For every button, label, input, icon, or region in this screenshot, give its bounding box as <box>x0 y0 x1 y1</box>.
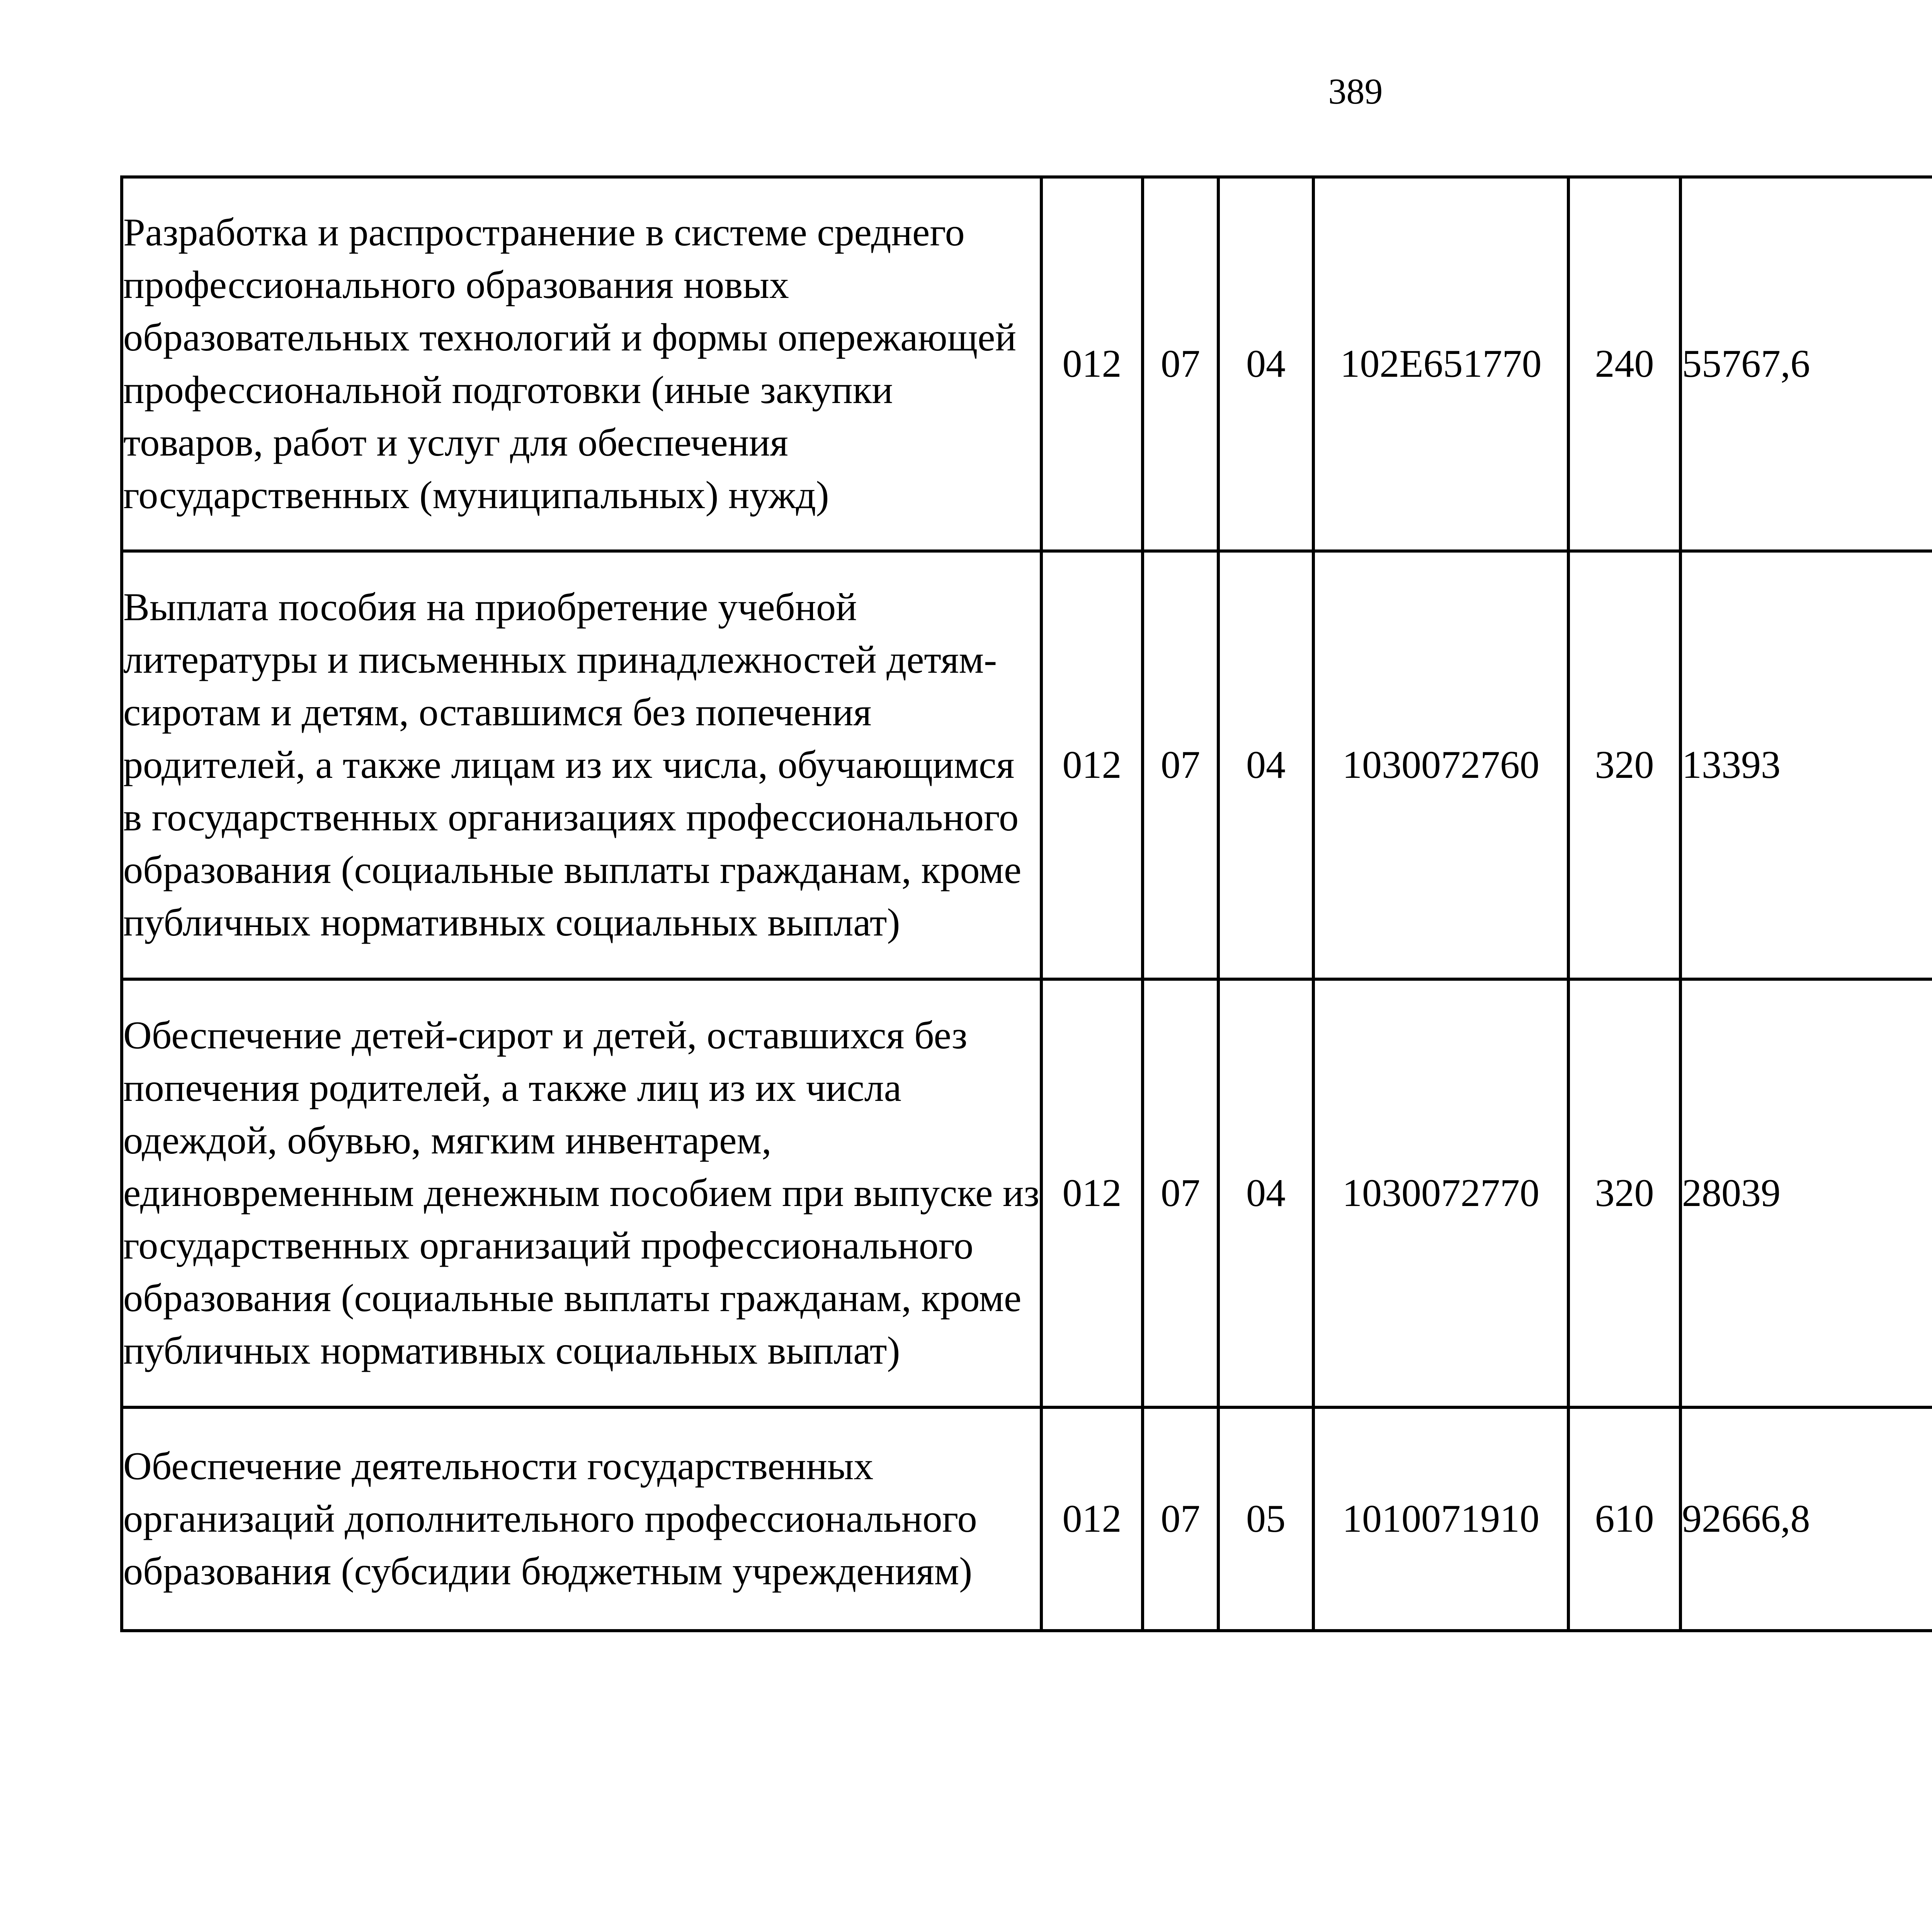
subsection-code: 05 <box>1218 1407 1313 1631</box>
expense-type-code: 320 <box>1568 551 1680 979</box>
ministry-code: 012 <box>1041 979 1143 1407</box>
ministry-code: 012 <box>1041 551 1143 979</box>
amount-year-1: 13393 <box>1680 551 1932 979</box>
subsection-code: 04 <box>1218 551 1313 979</box>
ministry-code: 012 <box>1041 177 1143 551</box>
amount-year-1: 92666,8 <box>1680 1407 1932 1631</box>
expense-description: Обеспечение детей-сирот и детей, оставшихся без попечения родителей, а также лиц из их числа одеждой, обувью, мягким инвентарем, единовременным денежным пособием при выпуске из государственных организаций профессионального образования (социальные выплаты гражданам, кроме публичных нормативных социальных выплат) <box>122 979 1041 1407</box>
budget-table <box>120 175 1932 1632</box>
section-code: 07 <box>1143 979 1218 1407</box>
section-code: 07 <box>1143 177 1218 551</box>
expense-description: Разработка и распространение в системе среднего профессионального образования новых образовательных технологий и формы опережающей профессиональной подготовки (иные закупки товаров, работ и услуг для обеспечения государственных (муниципальных) нужд) <box>122 177 1041 551</box>
target-article-code: 1010071910 <box>1313 1407 1568 1631</box>
expense-description: Обеспечение деятельности государственных организаций дополнительного профессионального образования (субсидии бюджетным учреждениям) <box>122 1407 1041 1631</box>
table-row <box>122 551 1932 979</box>
expense-type-code: 320 <box>1568 979 1680 1407</box>
table-row <box>122 1407 1932 1631</box>
expense-type-code: 610 <box>1568 1407 1680 1631</box>
ministry-code: 012 <box>1041 1407 1143 1631</box>
expense-type-code: 240 <box>1568 177 1680 551</box>
page-number: 389 <box>1328 71 1383 112</box>
amount-year-1: 55767,6 <box>1680 177 1932 551</box>
target-article-code: 102Е651770 <box>1313 177 1568 551</box>
amount-year-1: 28039 <box>1680 979 1932 1407</box>
section-code: 07 <box>1143 551 1218 979</box>
subsection-code: 04 <box>1218 177 1313 551</box>
target-article-code: 1030072770 <box>1313 979 1568 1407</box>
target-article-code: 1030072760 <box>1313 551 1568 979</box>
expense-description: Выплата пособия на приобретение учебной литературы и письменных принадлежностей детям-сиротам и детям, оставшимся без попечения родителей, а также лицам из их числа, обучающимся в государственных организациях профессионального образования (социальные выплаты гражданам, кроме публичных нормативных социальных выплат) <box>122 551 1041 979</box>
table-row <box>122 979 1932 1407</box>
subsection-code: 04 <box>1218 979 1313 1407</box>
section-code: 07 <box>1143 1407 1218 1631</box>
table-row <box>122 177 1932 551</box>
